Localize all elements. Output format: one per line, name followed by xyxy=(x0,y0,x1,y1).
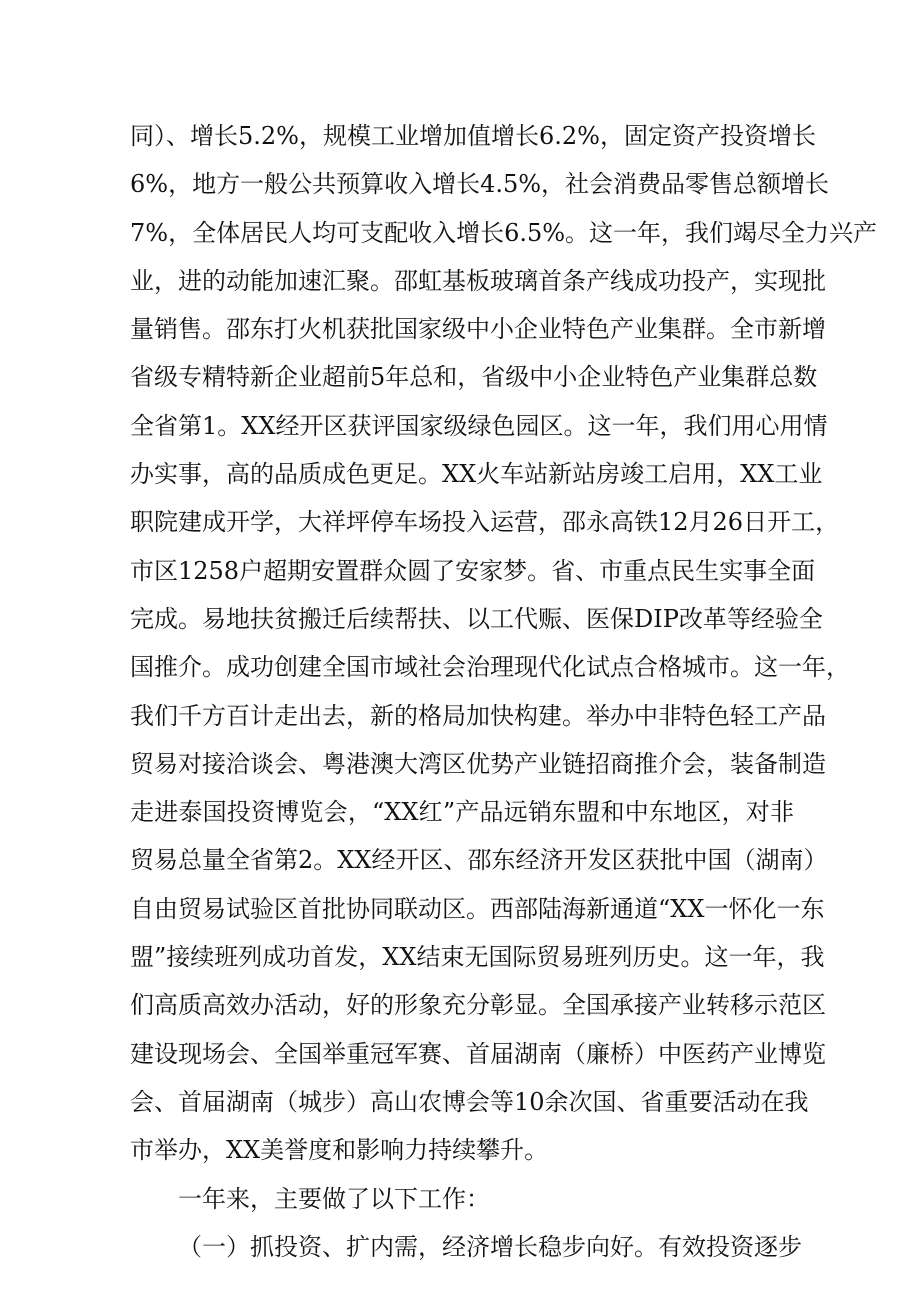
paragraph-intro: 一年来，主要做了以下工作： xyxy=(178,1184,490,1213)
section-heading-line: （一）抓投资、扩内需，经济增长稳步向好。有效投资逐步 xyxy=(178,1232,802,1261)
paragraph-line: 会、首届湖南（城步）高山农博会等10余次国、省重要活动在我 xyxy=(130,1087,809,1116)
paragraph-line: 市举办，XX美誉度和影响力持续攀升。 xyxy=(130,1136,549,1165)
paragraph-line: 6%，地方一般公共预算收入增长4.5%，社会消费品零售总额增长 xyxy=(130,170,830,199)
paragraph-line: 完成。易地扶贫搬迁后续帮扶、以工代赈、医保DIP改革等经验全 xyxy=(130,604,823,633)
paragraph-line: 自由贸易试验区首批协同联动区。西部陆海新通道“XX一怀化一东 xyxy=(130,894,825,923)
paragraph-line: 走进泰国投资博览会，“XX红”产品远销东盟和中东地区，对非 xyxy=(130,798,794,827)
paragraph-line: 办实事，高的品质成色更足。XX火车站新站房竣工启用，XX工业 xyxy=(130,460,823,489)
paragraph-line: 盟”接续班列成功首发，XX结束无国际贸易班列历史。这一年，我 xyxy=(130,943,825,972)
paragraph-line: 贸易对接洽谈会、粤港澳大湾区优势产业链招商推介会，装备制造 xyxy=(130,749,826,778)
paragraph-line: 我们千方百计走出去，新的格局加快构建。举办中非特色轻工产品 xyxy=(130,701,826,730)
document-body xyxy=(130,112,878,1271)
paragraph-line: 贸易总量全省第2。XX经开区、邵东经济开发区获批中国（湖南） xyxy=(130,846,828,875)
paragraph-line: 业，进的动能加速汇聚。邵虹基板玻璃首条产线成功投产，实现批 xyxy=(130,266,826,295)
paragraph-line: 7%，全体居民人均可支配收入增长6.5%。这一年，我们竭尽全力兴产 xyxy=(130,218,878,247)
paragraph-line: 省级专精特新企业超前5年总和，省级中小企业特色产业集群总数 xyxy=(130,363,818,392)
paragraph-line: 们高质高效办活动，好的形象充分彰显。全国承接产业转移示范区 xyxy=(130,991,826,1020)
paragraph-line: 国推介。成功创建全国市域社会治理现代化试点合格城市。这一年， xyxy=(130,653,850,682)
paragraph-line: 市区1258户超期安置群众圆了安家梦。省、市重点民生实事全面 xyxy=(130,556,816,585)
paragraph-line: 全省第1。XX经开区获评国家级绿色园区。这一年，我们用心用情 xyxy=(130,411,828,440)
paragraph-line: 建设现场会、全国举重冠军赛、首届湖南（廉桥）中医药产业博览 xyxy=(130,1039,826,1068)
paragraph-line: 量销售。邵东打火机获批国家级中小企业特色产业集群。全市新增 xyxy=(130,315,826,344)
paragraph-line: 同）、增长5.2%，规模工业增加值增长6.2%，固定资产投资增长 xyxy=(130,122,816,150)
paragraph-line: 职院建成开学，大祥坪停车场投入运营，邵永高铁12月26日开工， xyxy=(130,508,840,537)
